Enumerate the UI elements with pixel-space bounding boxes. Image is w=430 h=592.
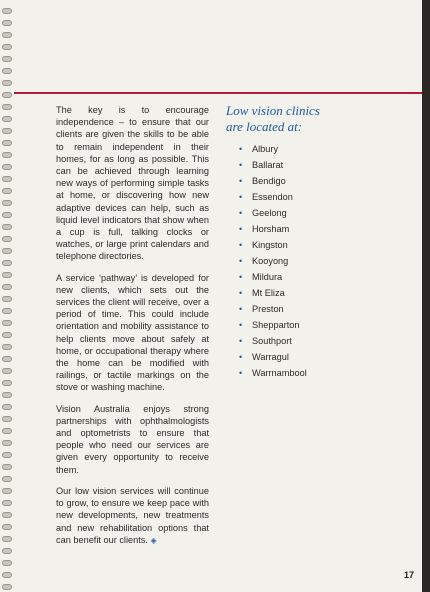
bullet-icon: •	[239, 320, 243, 330]
clinic-list-item	[239, 365, 406, 381]
paragraph-growth-text: Our low vision services will continue to grow, to ensure we keep pace with new developments, new treatments and new rehabilitation options that can benefit our clients.	[56, 485, 209, 545]
clinic-location: Horsham	[252, 224, 290, 234]
bullet-icon: •	[239, 144, 243, 154]
paragraph-partnerships: Vision Australia enjoys strong partnerships with ophthalmologists and optometrists to ensure that people who need our services are given every opportunity to receive them.	[56, 403, 209, 475]
binding-coil	[2, 80, 12, 86]
binding-coil	[2, 356, 12, 362]
header-rule	[14, 92, 422, 94]
binding-coil	[2, 344, 12, 350]
clinic-location: Southport	[252, 336, 292, 346]
bullet-icon: •	[239, 176, 243, 186]
binding-coil	[2, 368, 12, 374]
binding-coil	[2, 236, 12, 242]
binding-coil	[2, 416, 12, 422]
bullet-icon: •	[239, 368, 243, 378]
clinic-list-item	[239, 221, 406, 237]
clinic-list-item	[239, 205, 406, 221]
clinic-heading-line1: Low vision clinics	[226, 103, 320, 118]
binding-coil	[2, 248, 12, 254]
binding-coil	[2, 224, 12, 230]
clinic-location: Warragul	[252, 352, 289, 362]
clinic-list-item	[239, 333, 406, 349]
bullet-icon: •	[239, 288, 243, 298]
clinic-list-item	[239, 285, 406, 301]
spiral-binding	[0, 0, 14, 592]
clinic-location: Mt Eliza	[252, 288, 285, 298]
binding-coil	[2, 584, 12, 590]
bullet-icon: •	[239, 160, 243, 170]
bullet-icon: •	[239, 224, 243, 234]
clinic-location: Kooyong	[252, 256, 289, 266]
clinic-list-item	[239, 237, 406, 253]
paragraph-growth	[56, 485, 209, 547]
binding-coil	[2, 188, 12, 194]
clinic-location: Bendigo	[252, 176, 286, 186]
binding-coil	[2, 260, 12, 266]
clinic-location: Essendon	[252, 192, 293, 202]
clinic-location: Mildura	[252, 272, 283, 282]
page-edge-shadow	[422, 0, 430, 592]
binding-coil	[2, 140, 12, 146]
clinic-location: Ballarat	[252, 160, 284, 170]
bullet-icon: •	[239, 336, 243, 346]
binding-coil	[2, 404, 12, 410]
clinic-location: Albury	[252, 144, 279, 154]
bullet-icon: •	[239, 272, 243, 282]
binding-coil	[2, 152, 12, 158]
binding-coil	[2, 560, 12, 566]
binding-coil	[2, 392, 12, 398]
binding-coil	[2, 8, 12, 14]
clinic-sidebar	[226, 103, 406, 381]
binding-coil	[2, 296, 12, 302]
binding-coil	[2, 572, 12, 578]
binding-coil	[2, 452, 12, 458]
clinic-list-item	[239, 157, 406, 173]
binding-coil	[2, 44, 12, 50]
binding-coil	[2, 536, 12, 542]
binding-coil	[2, 308, 12, 314]
binding-coil	[2, 512, 12, 518]
bullet-icon: •	[239, 208, 243, 218]
binding-coil	[2, 104, 12, 110]
binding-coil	[2, 464, 12, 470]
binding-coil	[2, 476, 12, 482]
clinic-list-item	[239, 349, 406, 365]
binding-coil	[2, 488, 12, 494]
end-mark-icon: ◈	[150, 535, 157, 545]
binding-coil	[2, 68, 12, 74]
bullet-icon: •	[239, 352, 243, 362]
binding-coil	[2, 272, 12, 278]
clinic-location: Shepparton	[252, 320, 300, 330]
clinic-heading-line2: are located at:	[226, 119, 303, 134]
bullet-icon: •	[239, 192, 243, 202]
binding-coil	[2, 284, 12, 290]
binding-coil	[2, 212, 12, 218]
clinic-list-item	[239, 189, 406, 205]
clinic-list-item	[239, 253, 406, 269]
binding-coil	[2, 20, 12, 26]
bullet-icon: •	[239, 304, 243, 314]
binding-coil	[2, 116, 12, 122]
binding-coil	[2, 128, 12, 134]
binding-coil	[2, 164, 12, 170]
binding-coil	[2, 176, 12, 182]
binding-coil	[2, 428, 12, 434]
binding-coil	[2, 524, 12, 530]
body-column	[56, 104, 209, 556]
binding-coil	[2, 332, 12, 338]
binding-coil	[2, 548, 12, 554]
bullet-icon: •	[239, 256, 243, 266]
clinic-list-item	[239, 269, 406, 285]
clinic-location: Geelong	[252, 208, 287, 218]
binding-coil	[2, 380, 12, 386]
binding-coil	[2, 92, 12, 98]
clinic-heading	[226, 103, 406, 135]
bullet-icon: •	[239, 240, 243, 250]
page-number: 17	[404, 570, 415, 580]
binding-coil	[2, 56, 12, 62]
clinic-location: Preston	[252, 304, 284, 314]
binding-coil	[2, 320, 12, 326]
clinic-list-item	[239, 173, 406, 189]
clinic-list-item	[239, 141, 406, 157]
clinic-location: Kingston	[252, 240, 288, 250]
binding-coil	[2, 500, 12, 506]
clinic-list	[226, 141, 406, 381]
paragraph-independence: The key is to encourage independence – to ensure that our clients are given the skills to be able to remain independent in their homes, for as long as possible. This can be achieved through learning new ways of performing simple tasks at home, or discovering how new adaptive devices can help, such as liquid level indicators that show when a cup is full, talking clocks or watches, or large print calendars and telephone directories.	[56, 105, 209, 262]
binding-coil	[2, 200, 12, 206]
clinic-location: Warrnambool	[252, 368, 307, 378]
binding-coil	[2, 32, 12, 38]
clinic-list-item	[239, 317, 406, 333]
binding-coil	[2, 440, 12, 446]
clinic-list-item	[239, 301, 406, 317]
paragraph-service-pathway: A service ‘pathway’ is developed for new clients, which sets out the services the client will receive, over a period of time. This could include orientation and mobility assistance to help clients move about safely at home, or occupational therapy where the home can be modified with railings, or tactile markings on the stove or washing machine.	[56, 272, 209, 393]
